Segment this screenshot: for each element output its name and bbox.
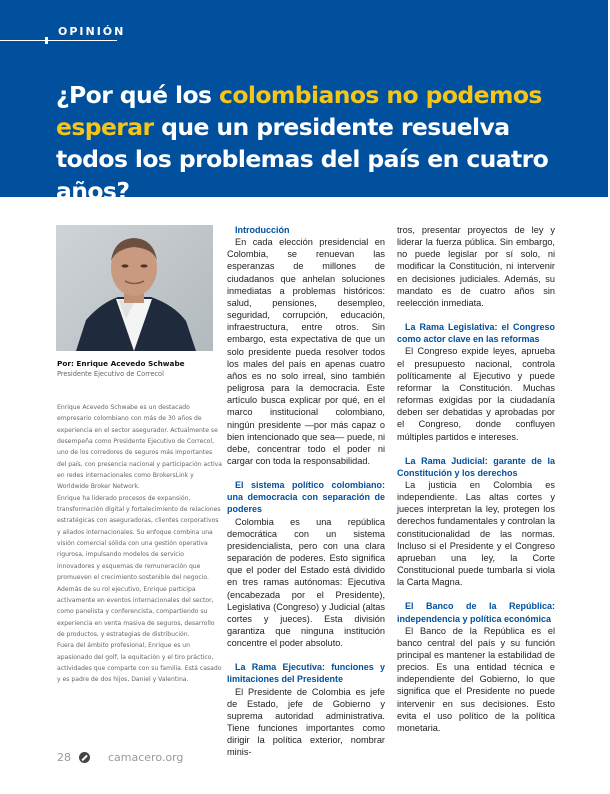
headline-part-1: ¿Por qué los — [56, 81, 220, 109]
section-heading: El sistema político colombiano: una democracia con separación de poderes — [227, 480, 385, 515]
author-photo — [56, 225, 213, 351]
section-label: OPINIÓN — [58, 25, 126, 38]
headline-part-2: que un presidente resuelva todos los problemas del país en cuatro años? — [56, 113, 549, 205]
headline-highlight-1: colombianos no podemos — [219, 81, 542, 109]
section-body: El Banco de la República es el banco central del país y su función principal es mantener la estabilidad de precios. Es una entidad técnica e independiente del Gobierno, lo que significa que el Presidente no puede intervenir en sus decisiones. Esto evita el uso político de la política monetaria. — [397, 625, 555, 733]
bio-paragraph: Además de su rol ejecutivo, Enrique participa activamente en eventos internacionales del sector, como panelista y conferencista, compartiendo su experiencia en venta masiva de seguros, desarrollo de productos, y estrategias de distribución. — [57, 585, 215, 638]
section-heading: El Banco de la República: independencia y política económica — [397, 601, 555, 624]
author-byline: Por: Enrique Acevedo Schwabe — [57, 359, 185, 368]
article-column-2 — [397, 224, 555, 734]
site-link[interactable]: camacero.org — [108, 751, 184, 764]
bio-paragraph: Enrique Acevedo Schwabe es un destacado empresario colombiano con más de 30 años de experiencia en el sector asegurador. Actualmente se desempeña como Presidente Ejecutivo de Correcol, uno de los corredores de seguros más importantes del país, con presencia nacional y participación activa en redes internacionales como BrokersLink y Worldwide Broker Network. — [57, 404, 223, 491]
section-heading: Introducción — [235, 225, 290, 235]
page-footer — [57, 751, 183, 764]
bio-paragraph: Enrique ha liderado procesos de expansión, transformación digital y fortalecimiento de relaciones estratégicas con aseguradoras, clientes corporativos y aliados internacionales. Su enfoque combina una visión comercial sólida con una gestión operativa rigurosa, impulsando modelos de servicio innovadores y esquemas de remuneración que promueven el crecimiento sostenible del negocio. — [57, 494, 221, 582]
author-role: Presidente Ejecutivo de Correcol — [57, 370, 164, 378]
author-bio — [57, 402, 222, 686]
section-heading: La Rama Ejecutiva: funciones y limitaciones del Presidente — [227, 662, 385, 685]
section-body-continued: tros, presentar proyectos de ley y liderar la fuerza pública. Sin embargo, no puede legislar por sí solo, ni modificar la Constitución, ni intervenir en decisiones judiciales. Además, su mandato es de cuatro años sin reelección inmediata. — [397, 225, 555, 308]
section-heading: La Rama Judicial: garante de la Constitución y los derechos — [397, 455, 555, 478]
section-heading: La Rama Legislativa: el Congreso como actor clave en las reformas — [397, 322, 555, 345]
section-body: El Congreso expide leyes, aprueba el presupuesto nacional, controla políticamente al Ejecutivo y puede reformar la Constitución. Muchas reformas exigidas por la ciudadanía deben ser debatidas y aprobadas por el Congreso, donde confluyen múltiples partidos e intereses. — [397, 346, 555, 442]
author-portrait-icon — [56, 225, 213, 351]
headline — [56, 79, 576, 207]
section-body: La justicia en Colombia es independiente. Las altas cortes y jueces interpretan la ley, protegen los derechos fundamentales y controlan la constitucionalidad de las normas. Incluso si el Presidente y el Congreso aprueban una ley, la Corte Constitucional puede tumbarla si viola la Carta Magna. — [397, 479, 555, 588]
section-body: Colombia es una república democrática con un sistema presidencialista, pero con una clara separación de poderes. Esto significa que el poder del Estado está dividido en tres ramas autónomas: Ejecutiva (encabezada por el Presidente), Legislativa (Congreso) y Judicial (altas cortes y jueces). Esta división garantiza que ninguna institución concentre el poder absoluto. — [227, 516, 385, 649]
header-banner — [0, 0, 608, 205]
section-body: En cada elección presidencial en Colombia, se renuevan las esperanzas de millones de ciudadanos que anhelan soluciones inmediatas a problemas históricos: salud, pensiones, desempleo, seguridad, corrupción, educación, infraestructura, entre otros. Sin embargo, esta expectativa de que un solo presidente pueda resolver todos los males del país en apenas cuatro años es no solo irreal, sino también peligrosa para la democracia. Este artículo busca explicar por qué, en el marco institucional colombiano, ningún presidente —por más capaz o bien intencionado que sea— puede, ni debe, concentrar todo el poder ni cargar con toda la responsabilidad. — [227, 237, 385, 466]
section-rule-marker — [45, 37, 48, 44]
camacero-logo-icon — [79, 752, 90, 763]
page-number: 28 — [57, 751, 71, 764]
headline-highlight-2: esperar — [56, 113, 154, 141]
section-rule — [0, 40, 117, 41]
article-column-1 — [227, 224, 385, 759]
section-body: El Presidente de Colombia es jefe de Estado, jefe de Gobierno y suprema autoridad administrativa. Tiene funciones importantes como dirigir la política exterior, nombrar minis- — [227, 686, 385, 758]
bio-paragraph: Fuera del ámbito profesional, Enrique es un apasionado del golf, la equitación y el tiro práctico, actividades que comparte con su familia. Está casado y es padre de dos hijos, Daniel y Valentina. — [57, 642, 222, 684]
